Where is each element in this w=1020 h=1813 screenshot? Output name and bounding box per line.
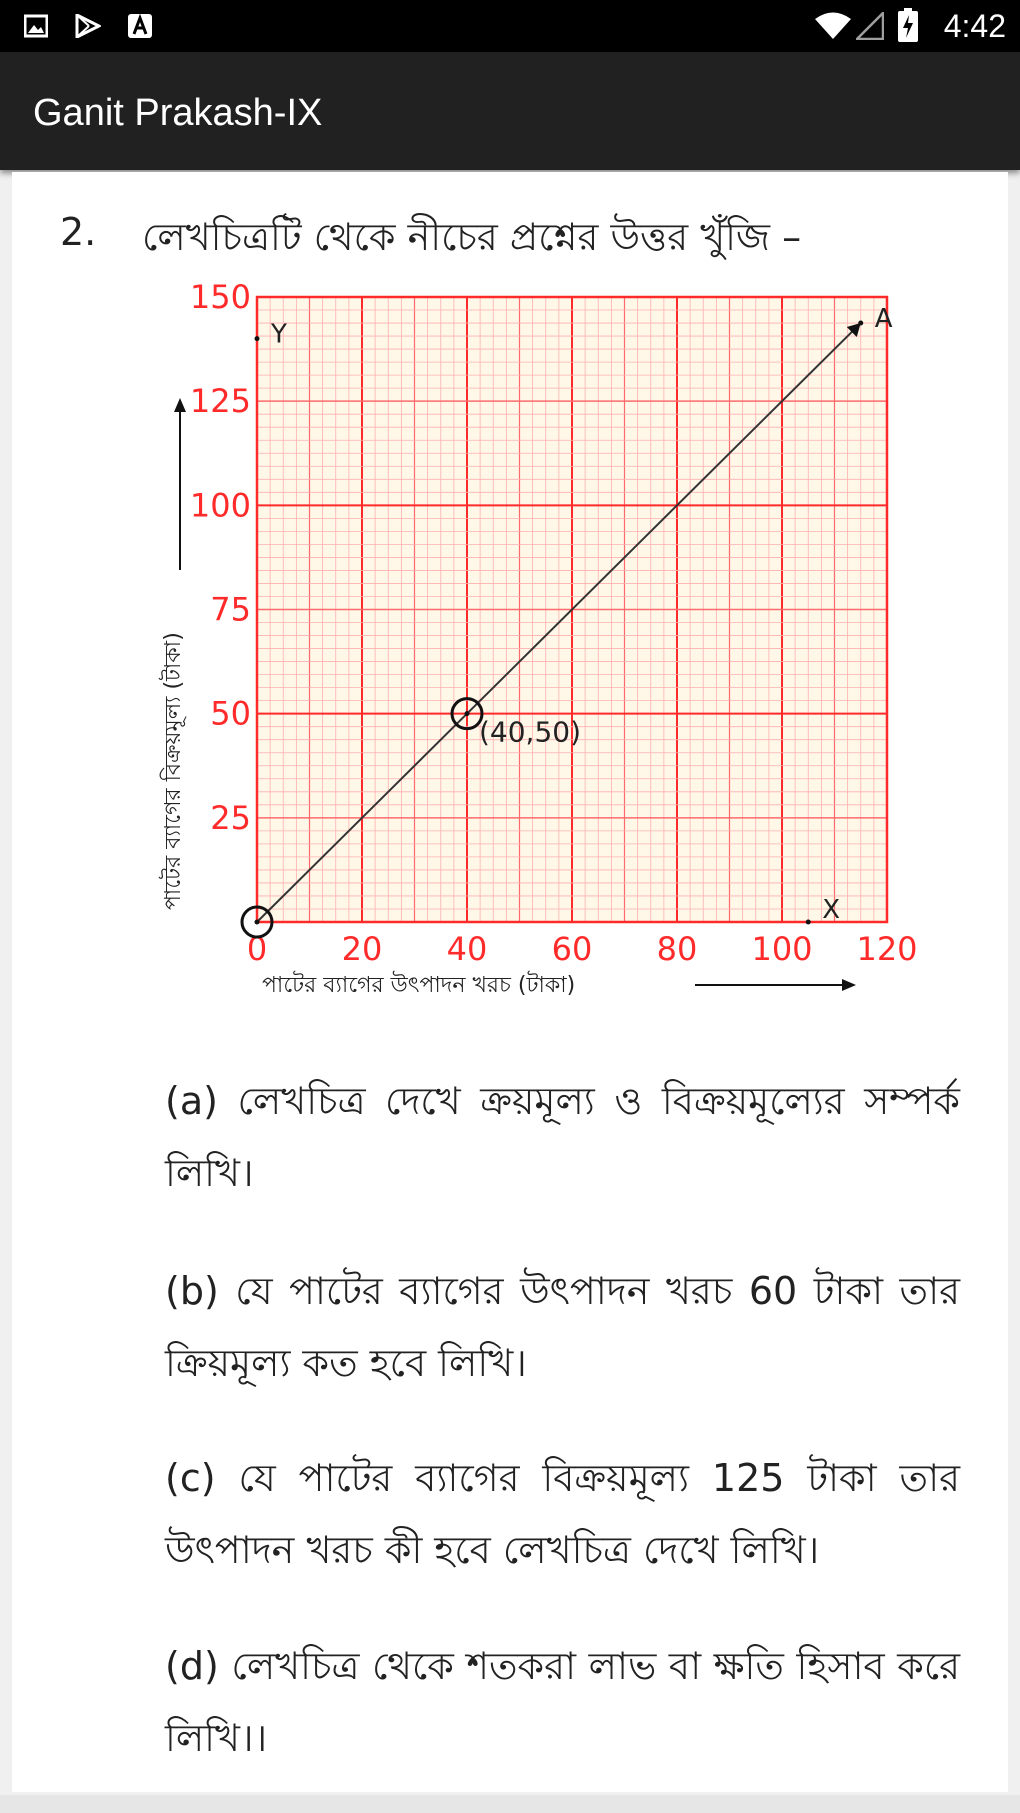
image-icon bbox=[24, 14, 48, 38]
part-c: (c) যে পাটের ব্যাগের বিক্রয়মূল্য 125 টাকা তার উৎপাদন খরচ কী হবে লেখচিত্র দেখে লিখি। bbox=[165, 1456, 960, 1572]
x-tick-label: 60 bbox=[551, 930, 593, 968]
y-tick-label: 25 bbox=[210, 798, 251, 837]
x-axis-label: পাটের ব্যাগের উৎপাদন খরচ (টাকা) bbox=[262, 973, 576, 998]
part-b: (b) যে পাটের ব্যাগের উৎপাদন খরচ 60 টাকা তার ক্রিয়মূল্য কত হবে লিখি। bbox=[165, 1269, 960, 1385]
x-tick-label: 100 bbox=[751, 930, 813, 968]
line-chart bbox=[150, 280, 950, 1010]
question-number: 2. bbox=[60, 210, 97, 254]
play-store-icon bbox=[75, 14, 101, 38]
annotation-dot bbox=[255, 336, 260, 341]
signal-icon bbox=[856, 12, 884, 40]
annotation-label: X bbox=[822, 895, 841, 925]
annotation-dot bbox=[858, 321, 863, 326]
highlight-point-dot bbox=[465, 711, 470, 716]
status-bar bbox=[0, 0, 1020, 52]
status-time: 4:42 bbox=[943, 8, 1006, 44]
point-label: (40,50) bbox=[479, 715, 582, 749]
annotation-label: Y bbox=[271, 319, 287, 350]
part-d: (d) লেখচিত্র থেকে শতকরা লাভ বা ক্ষতি হিসাব করে লিখি।। bbox=[165, 1644, 960, 1760]
battery-icon bbox=[898, 8, 918, 42]
bottom-strip bbox=[0, 1795, 1020, 1813]
part-a: (a) লেখচিত্র দেখে ক্রয়মূল্য ও বিক্রয়মূল্যের সম্পর্ক লিখি। bbox=[165, 1079, 960, 1195]
x-axis-arrowhead bbox=[842, 979, 856, 991]
y-tick-label: 100 bbox=[189, 486, 251, 525]
y-tick-label: 125 bbox=[189, 382, 251, 421]
wifi-icon bbox=[814, 12, 852, 40]
question-prompt: লেখচিত্রটি থেকে নীচের প্রশ্নের উত্তর খুঁজি – bbox=[142, 215, 802, 259]
x-tick-label: 40 bbox=[446, 930, 488, 968]
x-tick-label: 120 bbox=[856, 930, 918, 968]
app-bar bbox=[0, 52, 1020, 170]
x-tick-label: 0 bbox=[246, 930, 268, 968]
x-tick-label: 20 bbox=[341, 930, 383, 968]
a-icon bbox=[128, 14, 152, 38]
y-axis-arrowhead bbox=[174, 398, 186, 412]
y-axis-label: পাটের ব্যাগের বিক্রয়মূল্য (টাকা) bbox=[161, 632, 186, 910]
annotation-dot bbox=[806, 920, 811, 925]
y-tick-label: 50 bbox=[210, 694, 251, 733]
highlight-point-dot bbox=[255, 920, 260, 925]
x-tick-label: 80 bbox=[656, 930, 698, 968]
annotation-label: A bbox=[874, 304, 893, 335]
y-tick-label: 150 bbox=[189, 280, 251, 316]
y-tick-label: 75 bbox=[210, 590, 251, 629]
app-title: Ganit Prakash-IX bbox=[33, 92, 323, 134]
